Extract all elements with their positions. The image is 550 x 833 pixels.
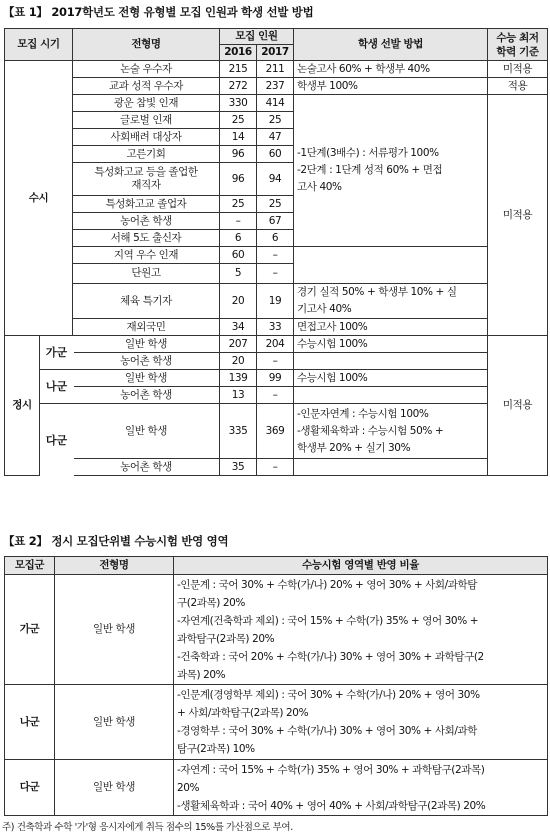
group-label: 가군 xyxy=(5,575,55,685)
csat-ratio-table xyxy=(4,556,548,816)
method: 수능시험 100% xyxy=(294,336,488,353)
method-empty xyxy=(294,353,488,370)
type-name: 일반 학생 xyxy=(73,336,220,353)
method: 학생부 100% xyxy=(294,78,488,95)
quota-2017: – xyxy=(257,459,294,476)
type-name: 일반 학생 xyxy=(55,760,174,816)
type-name: 고른기회 xyxy=(73,146,220,163)
quota-2016: 139 xyxy=(220,370,257,387)
method: 수능시험 100% xyxy=(294,370,488,387)
header-2017: 2017 xyxy=(257,45,294,61)
group-da: 다군 xyxy=(39,404,74,476)
header-type: 전형명 xyxy=(55,557,174,575)
csat-min: 미적용 xyxy=(488,61,548,78)
quota-2017: 237 xyxy=(257,78,294,95)
quota-2016: – xyxy=(220,213,257,230)
ratio-text: -인문계 : 국어 30% + 수학(가/나) 20% + 영어 30% + 사회/과학탐 구(2과목) 20% -자연계(건축학과 제외) : 국어 15% + 수학(가) 35% + 영어 30% + 과학탐구(2과목) 20% -건축학과 : 국어 20% + 수학(가/나) 30% + 영어 30% + 과학탐구(2 과목) 20% xyxy=(174,575,548,685)
group-na: 나군 xyxy=(39,370,74,404)
method-empty xyxy=(294,247,488,284)
quota-2016: 14 xyxy=(220,129,257,146)
method-empty xyxy=(294,387,488,404)
quota-2017: 6 xyxy=(257,230,294,247)
header-ratio: 수능시험 영역별 반영 비율 xyxy=(174,557,548,575)
quota-2017: 67 xyxy=(257,213,294,230)
quota-2016: 5 xyxy=(220,264,257,284)
method-empty xyxy=(294,459,488,476)
group-ga: 가군 xyxy=(39,336,74,370)
quota-2016: 20 xyxy=(220,353,257,370)
quota-2017: – xyxy=(257,353,294,370)
quota-2017: 204 xyxy=(257,336,294,353)
quota-2017: 369 xyxy=(257,404,294,459)
quota-2017: 25 xyxy=(257,196,294,213)
quota-2016: 207 xyxy=(220,336,257,353)
quota-2016: 6 xyxy=(220,230,257,247)
header-period: 모집 시기 xyxy=(5,29,73,61)
quota-2017: 19 xyxy=(257,284,294,319)
type-name: 재외국민 xyxy=(73,319,220,336)
quota-2016: 35 xyxy=(220,459,257,476)
type-name: 일반 학생 xyxy=(73,404,220,459)
type-name: 특성화고교 졸업자 xyxy=(73,196,220,213)
quota-2017: 25 xyxy=(257,112,294,129)
quota-2016: 60 xyxy=(220,247,257,264)
header-type: 전형명 xyxy=(73,29,220,61)
admission-table xyxy=(4,28,548,476)
type-name: 교과 성적 우수자 xyxy=(73,78,220,95)
quota-2017: – xyxy=(257,247,294,264)
quota-2017: 33 xyxy=(257,319,294,336)
type-name: 사회배려 대상자 xyxy=(73,129,220,146)
csat-min-merged: 미적용 xyxy=(488,95,548,336)
type-name: 일반 학생 xyxy=(55,685,174,760)
quota-2017: – xyxy=(257,387,294,404)
ratio-text: -인문계(경영학부 제외) : 국어 30% + 수학(가/나) 20% + 영어 30% + 사회/과학탐구(2과목) 20% -경영학부 : 국어 30% + 수학(가/나) 30% + 영어 30% + 사회/과학 탐구(2과목) 10% xyxy=(174,685,548,760)
type-name: 단원고 xyxy=(73,264,220,284)
quota-2016: 215 xyxy=(220,61,257,78)
quota-2016: 335 xyxy=(220,404,257,459)
quota-2017: 211 xyxy=(257,61,294,78)
quota-2016: 34 xyxy=(220,319,257,336)
type-name: 논술 우수자 xyxy=(73,61,220,78)
type-name: 글로벌 인재 xyxy=(73,112,220,129)
type-name: 지역 우수 인재 xyxy=(73,247,220,264)
group-label: 나군 xyxy=(5,685,55,760)
footnote: 주) 건축학과 수학 '가'형 응시자에게 취득 점수의 15%를 가산점으로 부여. xyxy=(2,822,293,833)
quota-2016: 13 xyxy=(220,387,257,404)
type-name: 광운 참빛 인재 xyxy=(73,95,220,112)
quota-2016: 330 xyxy=(220,95,257,112)
quota-2016: 20 xyxy=(220,284,257,319)
quota-2017: 99 xyxy=(257,370,294,387)
method: -인문자연계 : 수능시험 100% -생활체육학과 : 수능시험 50% + 학생부 20% + 실기 30% xyxy=(294,404,488,459)
csat-min: 적용 xyxy=(488,78,548,95)
header-method: 학생 선발 방법 xyxy=(294,29,488,61)
header-2016: 2016 xyxy=(220,45,257,61)
quota-2017: – xyxy=(257,264,294,284)
jeongsi-label: 정시 xyxy=(12,399,32,411)
type-name: 일반 학생 xyxy=(55,575,174,685)
type-name: 특성화고교 등을 졸업한 재직자 xyxy=(73,163,220,196)
type-name: 농어촌 학생 xyxy=(73,213,220,230)
method: 경기 실적 50% + 학생부 10% + 실 기고사 40% xyxy=(294,284,488,319)
header-quota: 모집 인원 xyxy=(220,29,294,45)
type-name: 농어촌 학생 xyxy=(73,353,220,370)
quota-2017: 47 xyxy=(257,129,294,146)
quota-2017: 414 xyxy=(257,95,294,112)
quota-2016: 96 xyxy=(220,146,257,163)
period-susi: 수시 xyxy=(5,61,73,336)
quota-2016: 25 xyxy=(220,196,257,213)
table2-title: 【표 2】 정시 모집단위별 수능시험 반영 영역 xyxy=(3,534,229,548)
type-name: 서해 5도 출신자 xyxy=(73,230,220,247)
quota-2017: 94 xyxy=(257,163,294,196)
method: 논술고사 60% + 학생부 40% xyxy=(294,61,488,78)
quota-2017: 60 xyxy=(257,146,294,163)
table1-title: 【표 1】 2017학년도 전형 유형별 모집 인원과 학생 선발 방법 xyxy=(3,5,314,19)
quota-2016: 272 xyxy=(220,78,257,95)
type-name: 농어촌 학생 xyxy=(73,387,220,404)
jeongsi-groups xyxy=(39,336,73,476)
quota-2016: 25 xyxy=(220,112,257,129)
method-merged: -1단계(3배수) : 서류평가 100% -2단계 : 1단계 성적 60% + 면접 고사 40% xyxy=(294,95,488,247)
type-name: 농어촌 학생 xyxy=(73,459,220,476)
header-group: 모집군 xyxy=(5,557,55,575)
csat-min-jeongsi: 미적용 xyxy=(488,336,548,476)
group-label: 다군 xyxy=(5,760,55,816)
method: 면접고사 100% xyxy=(294,319,488,336)
type-name: 체육 특기자 xyxy=(73,284,220,319)
quota-2016: 96 xyxy=(220,163,257,196)
type-name: 일반 학생 xyxy=(73,370,220,387)
header-csat-min: 수능 최저 학력 기준 xyxy=(488,29,548,61)
ratio-text: -자연계 : 국어 15% + 수학(가) 35% + 영어 30% + 과학탐구(2과목) 20% -생활체육학과 : 국어 40% + 영어 40% + 사회/과학탐구(2과목) 20% xyxy=(174,760,548,816)
